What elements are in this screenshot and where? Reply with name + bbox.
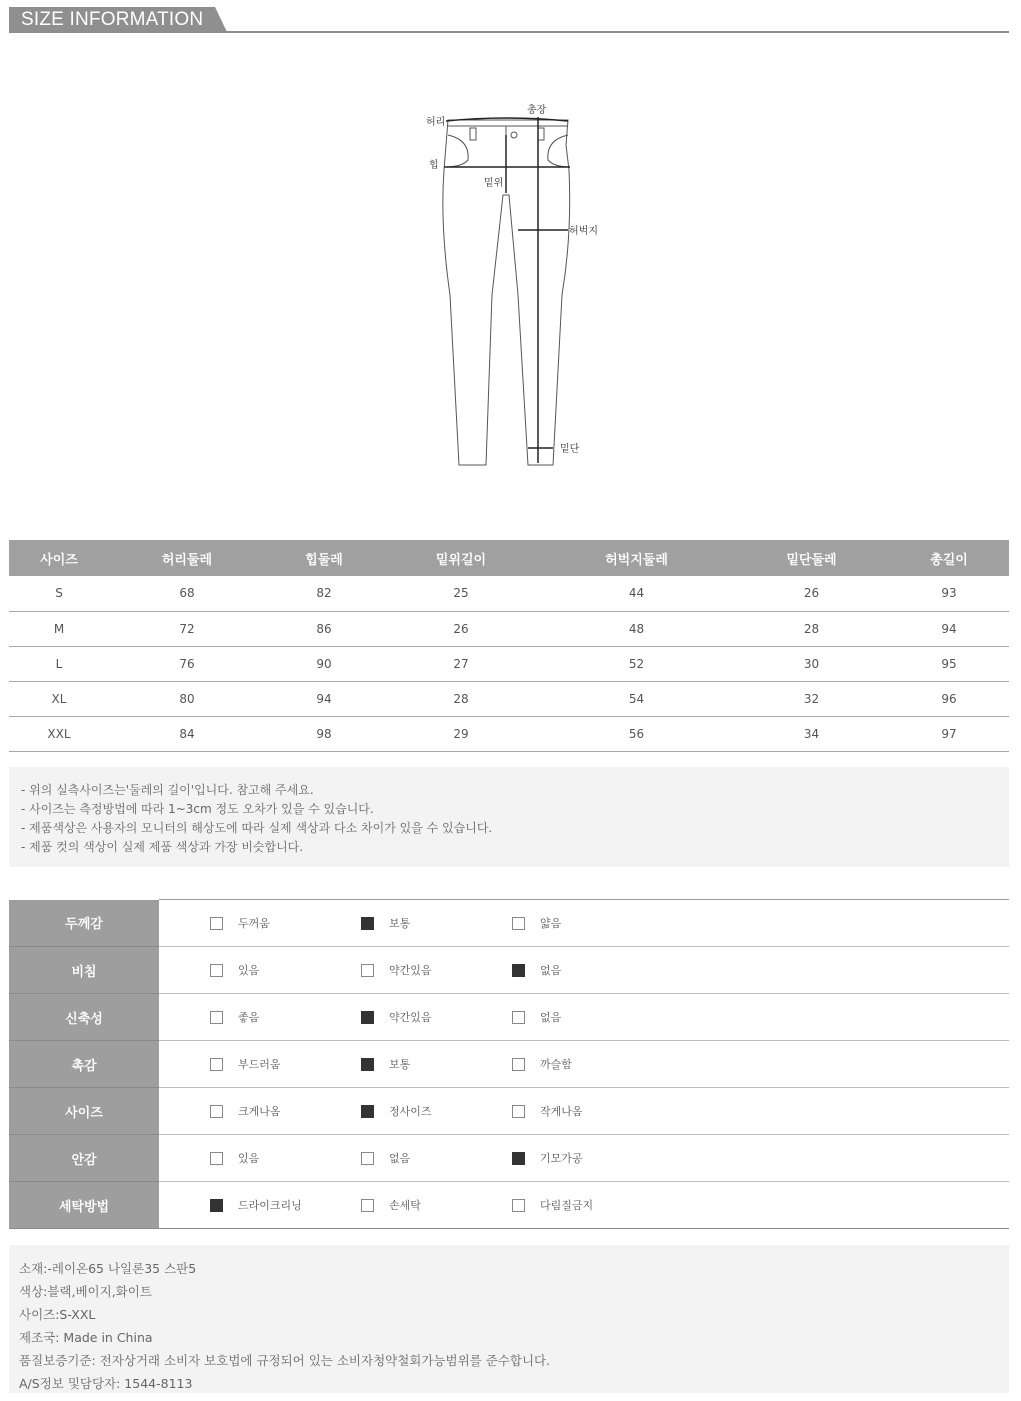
unchecked-box-icon	[210, 917, 223, 930]
size-row	[9, 611, 1009, 646]
info-size: 사이즈:S-XXL	[19, 1307, 96, 1322]
note-line: - 제품색상은 사용자의 모니터의 해상도에 따라 실제 색상과 다소 차이가 있을 수 있습니다.	[21, 821, 493, 835]
size-cell: 25	[383, 576, 539, 611]
property-option	[361, 915, 410, 931]
coin-pocket	[470, 128, 476, 140]
size-cell: 96	[889, 681, 1009, 716]
checked-box-icon	[361, 1105, 374, 1118]
size-cell: 56	[539, 716, 734, 751]
option-label: 다림질금지	[540, 1199, 594, 1212]
header-size: 사이즈	[9, 540, 109, 576]
product-info-panel	[9, 1245, 1009, 1393]
size-cell: 68	[109, 576, 265, 611]
size-cell: 29	[383, 716, 539, 751]
unchecked-box-icon	[210, 1152, 223, 1165]
unchecked-box-icon	[361, 1199, 374, 1212]
unchecked-box-icon	[210, 1058, 223, 1071]
info-material: 소재:-레이온65 나일론35 스판5	[19, 1261, 197, 1276]
property-options	[159, 1135, 1009, 1182]
label-total-length: 총장	[527, 105, 547, 116]
property-option	[512, 1103, 583, 1119]
property-option	[361, 962, 432, 978]
property-option	[210, 1009, 259, 1025]
unchecked-box-icon	[512, 1199, 525, 1212]
note-line: - 사이즈는 측정방법에 따라 1~3cm 정도 오차가 있을 수 있습니다.	[21, 802, 374, 816]
left-pocket	[445, 135, 468, 167]
size-cell: 28	[734, 611, 889, 646]
property-option	[210, 962, 259, 978]
option-label: 좋음	[238, 1011, 260, 1024]
unchecked-box-icon	[210, 964, 223, 977]
size-cell: XXL	[9, 716, 109, 751]
header-waist: 허리둘레	[109, 540, 265, 576]
checked-box-icon	[361, 1011, 374, 1024]
unchecked-box-icon	[361, 1152, 374, 1165]
pants-measurement-diagram	[410, 95, 620, 475]
property-options	[159, 1041, 1009, 1088]
property-row	[9, 1135, 1009, 1182]
unchecked-box-icon	[512, 1011, 525, 1024]
page-title: SIZE INFORMATION	[21, 9, 204, 30]
property-option	[361, 1150, 410, 1166]
property-option	[512, 962, 561, 978]
option-label: 없음	[540, 964, 562, 977]
option-label: 작게나옴	[540, 1105, 583, 1118]
info-color: 색상:블랙,베이지,화이트	[19, 1284, 152, 1299]
property-name: 두께감	[9, 900, 159, 947]
property-option	[361, 1056, 410, 1072]
property-option	[210, 915, 270, 931]
label-hem: 밑단	[560, 444, 580, 455]
size-cell: 94	[889, 611, 1009, 646]
header-divider	[9, 31, 1009, 33]
option-label: 약간있음	[389, 964, 432, 977]
checked-box-icon	[210, 1199, 223, 1212]
option-label: 있음	[238, 964, 260, 977]
size-cell: 84	[109, 716, 265, 751]
size-cell: 26	[734, 576, 889, 611]
size-cell: 30	[734, 646, 889, 681]
unchecked-box-icon	[512, 917, 525, 930]
property-name: 비침	[9, 947, 159, 994]
property-name: 사이즈	[9, 1088, 159, 1135]
option-label: 있음	[238, 1152, 260, 1165]
property-options	[159, 947, 1009, 994]
size-cell: 44	[539, 576, 734, 611]
property-option	[361, 1009, 432, 1025]
size-cell: 26	[383, 611, 539, 646]
option-label: 까슬함	[540, 1058, 572, 1071]
section-header	[9, 7, 1009, 33]
property-name: 안감	[9, 1135, 159, 1182]
size-cell: 34	[734, 716, 889, 751]
option-label: 보통	[389, 1058, 411, 1071]
property-option	[361, 1103, 432, 1119]
property-name: 세탁방법	[9, 1182, 159, 1229]
size-cell: 54	[539, 681, 734, 716]
property-name: 신축성	[9, 994, 159, 1041]
size-cell: 52	[539, 646, 734, 681]
back-patch	[538, 128, 544, 140]
size-cell: 94	[265, 681, 383, 716]
size-cell: 32	[734, 681, 889, 716]
property-option	[361, 1197, 421, 1213]
property-option	[512, 915, 561, 931]
label-hip: 힙	[429, 160, 439, 171]
unchecked-box-icon	[512, 1058, 525, 1071]
unchecked-box-icon	[210, 1011, 223, 1024]
size-cell: 82	[265, 576, 383, 611]
option-label: 크게나옴	[238, 1105, 281, 1118]
size-table	[9, 540, 1009, 752]
label-waist: 허리	[426, 117, 446, 128]
note-line: - 위의 실측사이즈는'둘레의 길이'입니다. 참고해 주세요.	[21, 783, 314, 797]
size-cell: 95	[889, 646, 1009, 681]
size-row	[9, 716, 1009, 751]
option-label: 없음	[389, 1152, 411, 1165]
size-cell: 48	[539, 611, 734, 646]
option-label: 손세탁	[389, 1199, 421, 1212]
option-label: 드라이크리닝	[238, 1199, 302, 1212]
property-row	[9, 1041, 1009, 1088]
size-row	[9, 646, 1009, 681]
option-label: 약간있음	[389, 1011, 432, 1024]
option-label: 얇음	[540, 917, 562, 930]
unchecked-box-icon	[210, 1105, 223, 1118]
info-origin: 제조국: Made in China	[19, 1330, 153, 1345]
label-rise: 밑위	[484, 178, 504, 189]
size-cell: 72	[109, 611, 265, 646]
size-cell: S	[9, 576, 109, 611]
checked-box-icon	[361, 917, 374, 930]
property-row	[9, 947, 1009, 994]
property-options	[159, 1088, 1009, 1135]
size-cell: 97	[889, 716, 1009, 751]
property-row	[9, 1088, 1009, 1135]
option-label: 기모가공	[540, 1152, 583, 1165]
property-option	[210, 1056, 281, 1072]
option-label: 부드러움	[238, 1058, 281, 1071]
header-length: 총길이	[889, 540, 1009, 576]
info-as: A/S정보 및담당자: 1544-8113	[19, 1376, 193, 1391]
note-line: - 제품 컷의 색상이 실제 제품 색상과 가장 비슷합니다.	[21, 840, 304, 854]
option-label: 없음	[540, 1011, 562, 1024]
property-options	[159, 900, 1009, 947]
unchecked-box-icon	[512, 1105, 525, 1118]
property-name: 촉감	[9, 1041, 159, 1088]
size-cell: 27	[383, 646, 539, 681]
property-option	[512, 1197, 593, 1213]
property-option	[512, 1009, 561, 1025]
size-cell: M	[9, 611, 109, 646]
checked-box-icon	[512, 1152, 525, 1165]
size-cell: 76	[109, 646, 265, 681]
property-row	[9, 900, 1009, 947]
property-option	[512, 1150, 583, 1166]
size-cell: 98	[265, 716, 383, 751]
size-cell: XL	[9, 681, 109, 716]
unchecked-box-icon	[361, 964, 374, 977]
property-options	[159, 1182, 1009, 1229]
header-rise: 밑위길이	[383, 540, 539, 576]
size-cell: 28	[383, 681, 539, 716]
size-cell: 86	[265, 611, 383, 646]
checked-box-icon	[361, 1058, 374, 1071]
header-hip: 힙둘레	[265, 540, 383, 576]
fabric-properties-table	[9, 899, 1009, 1229]
property-option	[512, 1056, 572, 1072]
property-option	[210, 1150, 259, 1166]
checked-box-icon	[512, 964, 525, 977]
size-cell: 90	[265, 646, 383, 681]
size-cell: L	[9, 646, 109, 681]
size-table-header-row	[9, 540, 1009, 576]
option-label: 두꺼움	[238, 917, 270, 930]
size-row	[9, 681, 1009, 716]
header-hem: 밑단둘레	[734, 540, 889, 576]
property-row	[9, 1182, 1009, 1229]
label-thigh: 허벅지	[569, 226, 598, 237]
size-cell: 93	[889, 576, 1009, 611]
option-label: 정사이즈	[389, 1105, 432, 1118]
info-quality: 품질보증기준: 전자상거래 소비자 보호법에 규정되어 있는 소비자청약철회가능범위를 준수합니다.	[19, 1353, 551, 1368]
size-cell: 80	[109, 681, 265, 716]
button	[511, 132, 517, 138]
property-row	[9, 994, 1009, 1041]
property-options	[159, 994, 1009, 1041]
property-option	[210, 1103, 281, 1119]
notes-panel	[9, 767, 1009, 867]
property-option	[210, 1197, 302, 1213]
option-label: 보통	[389, 917, 411, 930]
header-thigh: 허벅지둘레	[539, 540, 734, 576]
size-row	[9, 576, 1009, 611]
